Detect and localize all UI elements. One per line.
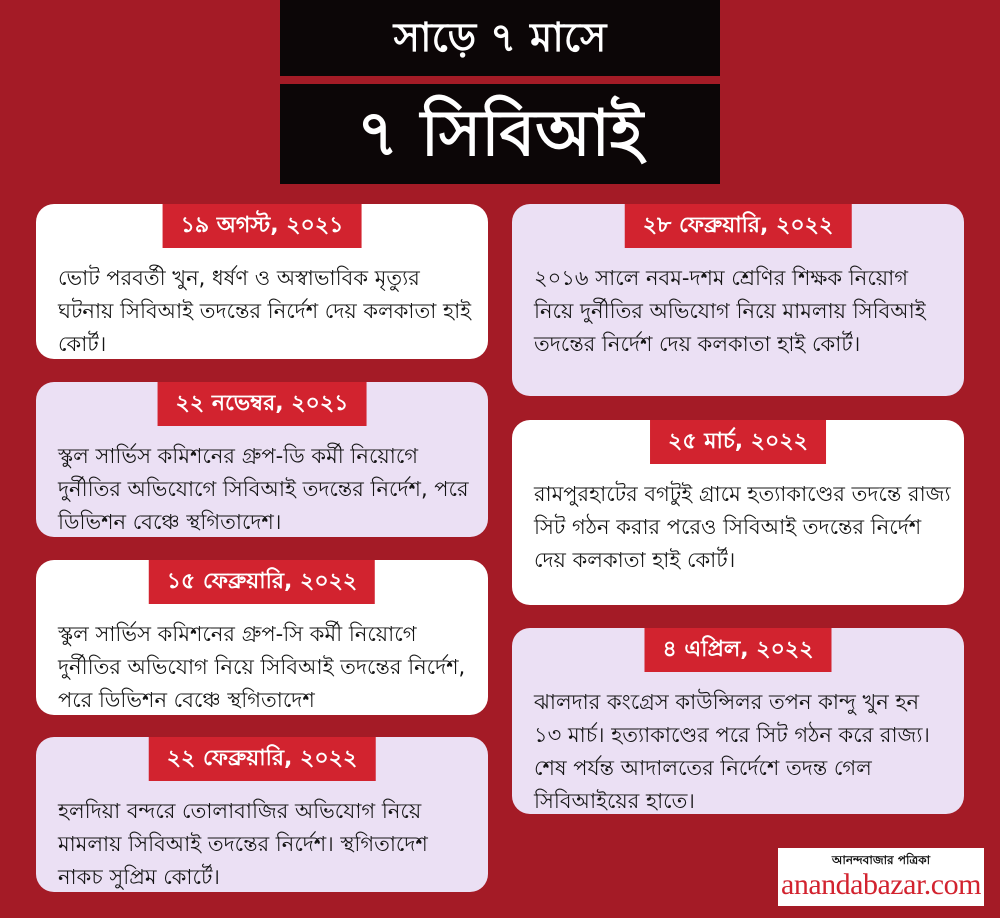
event-date-badge: ২২ নভেম্বর, ২০২১ [158,382,367,426]
event-date-badge: ২৮ ফেব্রুয়ারি, ২০২২ [625,204,852,248]
event-date-badge: ২২ ফেব্রুয়ারি, ২০২২ [149,737,376,781]
anandabazar-logo [778,848,984,906]
event-description: ২০১৬ সালে নবম-দশম শ্রেণির শিক্ষক নিয়োগ নিয়ে দুর্নীতির অভিযোগ নিয়ে মামলায় সিবিআই তদন্তের নির্দেশ দেয় কলকাতা হাই কোর্ট। [534,266,926,356]
event-card-feb15-2022 [36,560,488,715]
logo-bengali-text: আনন্দবাজার পত্রিকা [831,853,931,867]
event-date-badge: ১৯ অগস্ট, ২০২১ [163,204,362,248]
logo-english-text: anandabazar.com [781,868,981,901]
event-description: ভোট পরবর্তী খুন, ধর্ষণ ও অস্বাভাবিক মৃত্যুর ঘটনায় সিবিআই তদন্তের নির্দেশ দেয় কলকাতা হাই কোর্ট। [58,266,472,356]
event-card-mar25-2022 [512,420,964,605]
event-description: রামপুরহাটের বগটুই গ্রামে হত্যাকাণ্ডের তদন্তে রাজ্য সিট গঠন করার পরেও সিবিআই তদন্তের নির্দেশ দেয় কলকাতা হাই কোর্ট। [534,482,951,572]
event-date-badge: ২৫ মার্চ, ২০২২ [650,420,826,464]
event-card-nov-2021 [36,382,488,537]
header-line-1: সাড়ে ৭ মাসে [280,0,720,76]
event-description: ঝালদার কংগ্রেস কাউন্সিলর তপন কান্দু খুন হন ১৩ মার্চ। হত্যাকাণ্ডের পরে সিট গঠন করে রাজ্য। শেষ পর্যন্ত আদালতের নির্দেশে তদন্ত গেল সিবিআইয়ের হাতে। [534,690,930,813]
event-card-feb22-2022 [36,737,488,892]
event-date-badge: ১৫ ফেব্রুয়ারি, ২০২২ [149,560,375,604]
event-description: হলদিয়া বন্দরে তোলাবাজির অভিযোগ নিয়ে মামলায় সিবিআই তদন্তের নির্দেশ। স্থগিতাদেশ নাকচ সুপ্রিম কোর্টে। [58,799,428,889]
event-description: স্কুল সার্ভিস কমিশনের গ্রুপ-সি কর্মী নিয়োগে দুর্নীতির অভিযোগ নিয়ে সিবিআই তদন্তের নির্দেশ, পরে ডিভিশন বেঞ্চে স্থগিতাদেশ [58,622,466,712]
event-card-feb28-2022 [512,204,964,396]
event-card-apr4-2022 [512,628,964,814]
header-line-2: ৭ সিবিআই [280,84,720,184]
event-description: স্কুল সার্ভিস কমিশনের গ্রুপ-ডি কর্মী নিয়োগে দুর্নীতির অভিযোগে সিবিআই তদন্তের নির্দেশ, পরে ডিভিশন বেঞ্চে স্থগিতাদেশ। [58,444,469,534]
event-date-badge: ৪ এপ্রিল, ২০২২ [644,628,831,672]
event-card-aug-2021 [36,204,488,359]
